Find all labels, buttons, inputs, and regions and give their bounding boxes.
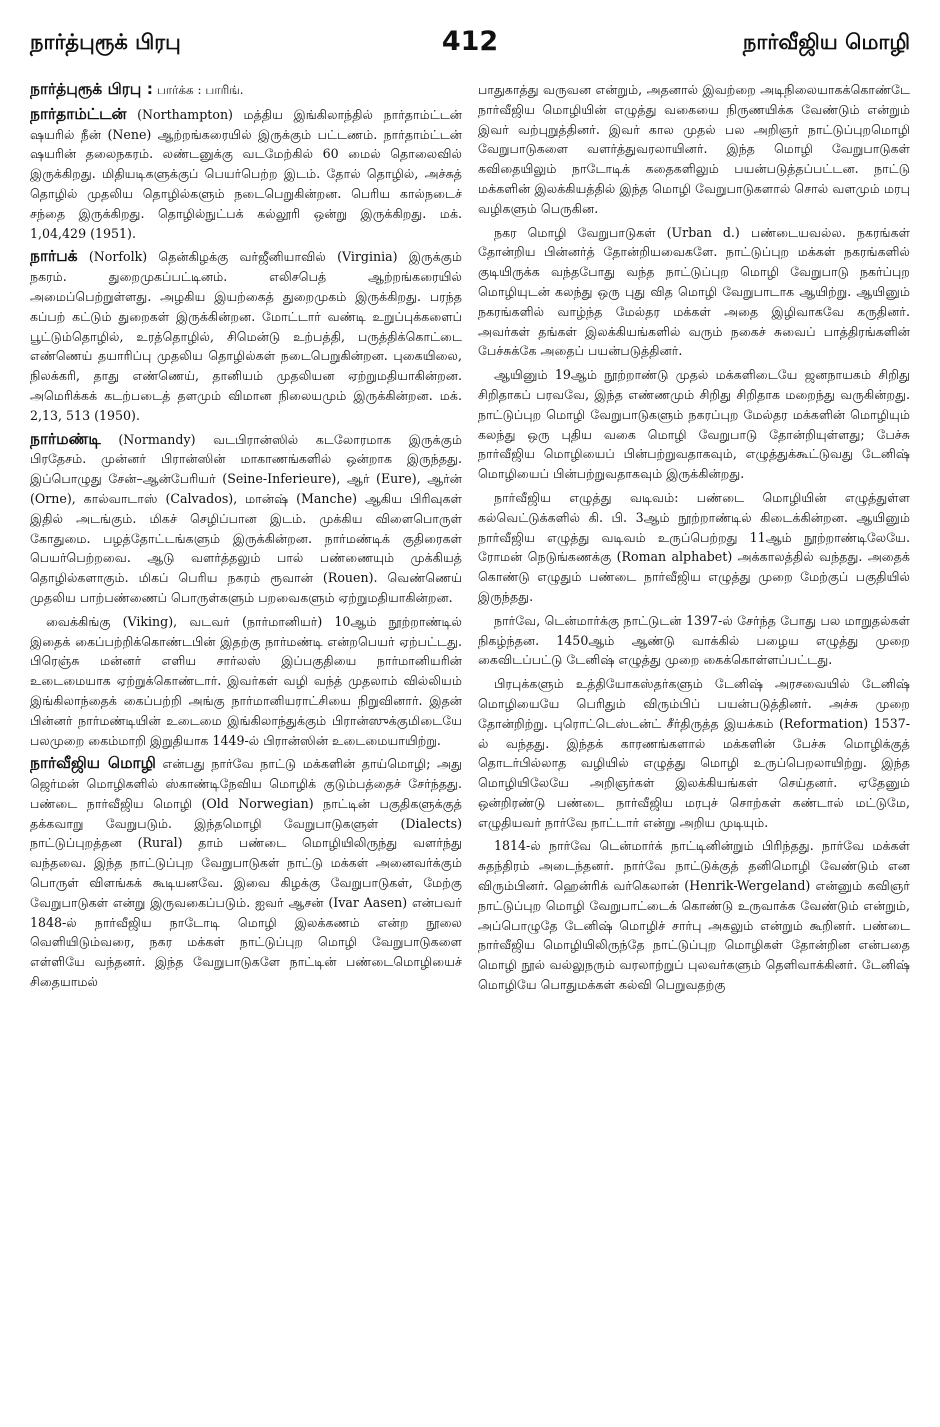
entry-northbrook bbox=[30, 80, 462, 101]
running-head-left: நார்த்புரூக் பிரபு bbox=[30, 30, 181, 54]
paragraph: வைக்கிங்கு (Viking), வடவர் (நார்மானியர்) 10ஆம் நூற்றாண்டில் இதைக் கைப்பற்றிக்கொண்டபின் இதற்கு நார்மண்டி என்றபெயர் ஏற்பட்டது. பிரெஞ்சு மன்னர் எளிய சார்லஸ் இப்பகுதியை நார்மானியரின் உடைமையாக ஏற்றுக்கொண்டார். இவர்கள் வழி வந்த் முதலாம் வில்லியம் இங்கிலாந்தைக் கைப்பற்றி அங்கு நார்மானியராட்சியை நிறுவினார். இதன் பின்னர் நார்மண்டியின் உடைமை இங்கிலாந்துக்கும் பிரான்ஸுக்குமிடையே பலமுறை கைம்மாறி இறுதியாக 1449-ல் பிரான்ஸின் உடைமையாயிற்று. bbox=[30, 613, 462, 748]
paragraph: நார்வீஜிய எழுத்து வடிவம்: பண்டை மொழியின் எழுத்துள்ள கல்வெட்டுக்களில் கி. பி. 3ஆம் நூற்றாண்டில் கிடைக்கின்றன. ஆயினும் நார்வீஜிய எழுத்து வடிவம் உருப்பெற்றது 11ஆம் நூற்றாண்டிலேயே. ரோமன் நெடுங்கணக்கு (Roman alphabet) அக்காலத்தில் வந்தது. அதைக் கொண்டு எழுதும் பண்டை நார்வீஜிய எழுத்து முறை மேற்குப் பகுதியில் இருந்தது. bbox=[478, 489, 910, 604]
left-column bbox=[30, 80, 462, 1415]
paragraph: பாதுகாத்து வருவன என்றும், அதனால் இவற்றை அடிநிலையாகக்கொண்டே நார்வீஜிய மொழியின் எழுத்து வகையை நிருணயிக்க வேண்டும் என்றும் இவர் வற்புறுத்தினர். இவர் கால முதல் பல அறிஞர் நாட்டுப்புறமொழி வேறுபாடுகளை வளர்த்துவரலாயினர். இந்த மொழி வேறுபாடுகள் கவிதையிலும் நாடோடிக் கதைகளிலும் பயன்படுத்தப்பட்டன. நாட்டு மக்களின் இலக்கியத்தில் இந்த மொழி வேறுபாடுகளால் சொல் வளமும் மரபு வழிகளும் பெருகின. bbox=[478, 82, 910, 216]
entry-headword: நார்த்புரூக் பிரபு : bbox=[30, 80, 153, 98]
entry-normandy bbox=[30, 430, 462, 608]
entry-headword: நார்வீஜிய மொழி bbox=[30, 754, 156, 773]
page-number: 412 bbox=[441, 26, 499, 57]
right-column bbox=[478, 80, 910, 1415]
entry-headword: நார்தாம்ட்டன் bbox=[30, 104, 127, 123]
entry-text: பார்க்க : பாரிங். bbox=[156, 83, 244, 97]
entry-text: என்பது நார்வே நாட்டு மக்களின் தாய்மொழி; அது ஜெர்மன் மொழிகளில் ஸ்காண்டிநேவிய மொழிக் குடும்பத்தைச் சேர்ந்தது. பண்டை நார்வீஜிய மொழி (Old Norwegian) நாட்டின் பகுதிகளுக்குத் தக்கவாறு வேறுபடும். இந்தமொழி வேறுபாடுகளுள் (Dialects) நாட்டுப்புறத்தன (Rural) தாம் பண்டை மொழியிலிருந்து வளர்ந்து வந்தவை. இந்த நாட்டுப்புற வேறுபாடுகள் நாட்டு மக்கள் அனைவர்க்கும் பொருள் விளங்கக் கூடியனவே. இவை கிழக்கு வேறுபாடுகள், மேற்கு வேறுபாடுகள் என்று இருவகைப்படும். ஐவர் ஆசன் (Ivar Aasen) என்பவர் 1848-ல் நார்வீஜிய நாடோடி மொழி இலக்கணம் என்ற நூலை வெளியிடும்வரை, நகர மக்கள் நாட்டுப்புற மொழி வேறுபாடுகளை எள்ளியே வந்தனர். இந்த வேறுபாடுகளே நாட்டின் பண்டைமொழியைச் சிதையாமல் bbox=[30, 756, 462, 990]
entry-text: (Northampton) மத்திய இங்கிலாந்தில் நார்தாம்ட்டன் ஷயரில் நீன் (Nene) ஆற்றங்கரையில் இருக்கும் பட்டணம். நார்தாம்ட்டன் ஷயரின் தலைநகரம். லண்டனுக்கு வடமேற்கில் 60 மைல் தொலைவில் இருக்கிறது. மிதியடிகளுக்குப் பெயர்பெற்ற இடம். தோல் தொழில், அச்சுத் தொழில் முதலிய தொழில்களும் நடைபெறுகின்றன. பெரிய கால்நடைச் சந்தை இருக்கிறது. தொழில்நுட்பக் கல்லூரி ஒன்று இருக்கிறது. மக். 1,04,429 (1951). bbox=[30, 106, 462, 241]
paragraph: நகர மொழி வேறுபாடுகள் (Urban d.) பண்டையவல்ல. நகரங்கள் தோன்றிய பின்னர்த் தோன்றியவைகளே. நாட்டுப்புற மக்கள் நகரங்களில் குடியிருக்க வந்தபோது வந்த நாட்டுப்புற மொழி வேறுபாடு நகர்ப்புற மொழியுடன் கலந்து ஒரு புது வித மொழி வேறுபாடாக ஆயிற்று. ஆயினும் நகரங்களில் வாழ்ந்த மேல்தர மக்கள் அதை இழிவாகவே கருதினர். அவர்கள் தங்கள் இலக்கியங்களில் வரும் நகைச் சுவைப் பாத்திரங்களின் பேச்சுக்கே அதைப் பயன்படுத்தினர். bbox=[478, 224, 910, 359]
running-head bbox=[30, 26, 910, 66]
entry-text: (Normandy) வடபிரான்ஸில் கடலோரமாக இருக்கும் பிரதேசம். முன்னர் பிரான்ஸின் மாகாணங்களில் ஒன்றாக இருந்தது. இப்பொழுது சேன்–ஆன்பேரியர் (Seine-Inferieure), ஆர் (Eure), ஆர்ன் (Orne), கால்வாடாஸ் (Calvados), மான்ஷ் (Manche) ஆகிய பிரிவுகள் இதில் அடங்கும். மிகச் செழிப்பான இடம். முக்கிய விளைபொருள் கோதுமை. பழத்தோட்டங்களும் இருக்கின்றன. நார்மண்டிக் குதிரைகள் பெயர்பெற்றவை. ஆடு வளர்த்தலும் பால் பண்ணையும் முக்கியத் தொழில்களாகும். மிகப் பெரிய நகரம் ரூவான் (Rouen). வெண்ணெய் முதலிய பாற்பண்ணைப் பொருள்களும் பறவைகளும் ஏற்றுமதியாகின்றன. bbox=[30, 431, 462, 605]
entry-northampton bbox=[30, 105, 462, 244]
entry-headword: நார்பக் bbox=[30, 247, 78, 266]
paragraph: நார்வே, டென்மார்க்கு நாட்டுடன் 1397-ல் சேர்ந்த போது பல மாறுதல்கள் நிகழ்ந்தன. 1450ஆம் ஆண்டு வாக்கில் பழைய எழுத்து முறை கைவிடப்பட்டு டேனிஷ் எழுத்து முறை கைக்கொள்ளப்பட்டது. bbox=[478, 612, 910, 668]
entry-text: (Norfolk) தென்கிழக்கு வர்ஜீனியாவில் (Virginia) இருக்கும் நகரம். துறைமுகப்பட்டினம். எலிசபெத் ஆற்றங்கரையில் அமைப்பெற்றுள்ளது. அழகிய இயற்கைத் துறைமுகம் இருக்கிறது. பரந்த கப்பற் கட்டும் துறைகள் இருக்கின்றன. மோட்டார் வண்டி உறுப்புக்களைப் பூட்டும்தொழில், உரத்தொழில், சிமென்டு உற்பத்தி, பருத்திக்கொட்டை எண்ணெய் தயாரிப்பு முதலிய தொழில்கள் நடைபெறுகின்றன. புகையிலை, நிலக்கரி, தாது எண்ணெய், தானியம் முதலியன ஏற்றுமதியாகின்றன. அமெரிக்கக் கடற்படைத் தளமும் விமான நிலையமும் இருக்கின்றன. மக். 2,13, 513 (1950). bbox=[30, 249, 462, 423]
running-head-right: நார்வீஜிய மொழி bbox=[742, 30, 910, 54]
entry-norfolk bbox=[30, 247, 462, 425]
paragraph: ஆயினும் 19ஆம் நூற்றாண்டு முதல் மக்களிடையே ஜனநாயகம் சிறிது சிறிதாகப் பரவவே, இந்த எண்ணமும் சிறிது சிறிதாக மறைந்து வருகின்றது. நாட்டுப்புற மொழி வேறுபாடுகளும் நகரப்புற மேல்தர மக்களின் மொழியும் கலந்து ஒரு புதிய வகை மொழி வேறுபாடு தோன்றியுள்ளது; பேச்சு நார்வீஜிய மொழியைப் பின்பற்றுவதாகவும், எழுத்துக்கூட்டுவது டேனிஷ் மொழியைப் பின்பற்றுவதாகவும் இருக்கின்றது. bbox=[478, 367, 910, 482]
paragraph: 1814-ல் நார்வே டென்மார்க் நாட்டினின்றும் பிரிந்தது. நார்வே மக்கள் சுதந்திரம் அடைந்தனர். நார்வே நாட்டுக்குத் தனிமொழி வேண்டும் என விரும்பினர். ஹென்ரிக் வர்கெலான் (Henrik-Wergeland) என்னும் கவிஞர் நாட்டுப்புற மொழி வேறுபாட்டைக் கொண்டு உருவாக்க வேண்டும் என்றும், அப்பொழுதே டேனிஷ் மொழிச் சார்பு அகலும் என்றும் கூறினர். பண்டை நார்வீஜிய மொழியிலிருந்தே நாட்டுப்புற மொழிகள் தோன்றின என்பதை மொழி நூல் வல்லுநரும் வரலாற்றுப் புலவர்களும் தெளிவாக்கினர். டேனிஷ் மொழியே பொதுமக்கள் கல்வி பெறுவதற்கு bbox=[478, 838, 910, 993]
entry-norwegian-language bbox=[30, 754, 462, 992]
paragraph: பிரபுக்களும் உத்தியோகஸ்தர்களும் டேனிஷ் அரசவையில் டேனிஷ் மொழியையே பெரிதும் விரும்பிப் பயன்படுத்தினர். அச்சு முறை தோன்றிற்று. புரொட்டெஸ்டன்ட் சீர்திருத்த இயக்கம் (Reformation) 1537-ல் வந்தது. இந்தக் காரணங்களால் மக்களின் பேச்சு மொழிக்குத் தொடர்பில்லாத வழியில் எழுத்து மொழி உருப்பெறலாயிற்று. இந்த மொழியிலேயே அறிஞர்கள் இலக்கியங்கள் செய்தனர். ஏதேனும் ஒன்றிரண்டு பண்டை நார்வீஜிய மரபுச் சொற்கள் கண்டால் மட்டுமே, எழுதியவர் நார்வே நாட்டார் என்று அறிய முடியும். bbox=[478, 676, 910, 830]
entry-headword: நார்மண்டி bbox=[30, 429, 101, 448]
